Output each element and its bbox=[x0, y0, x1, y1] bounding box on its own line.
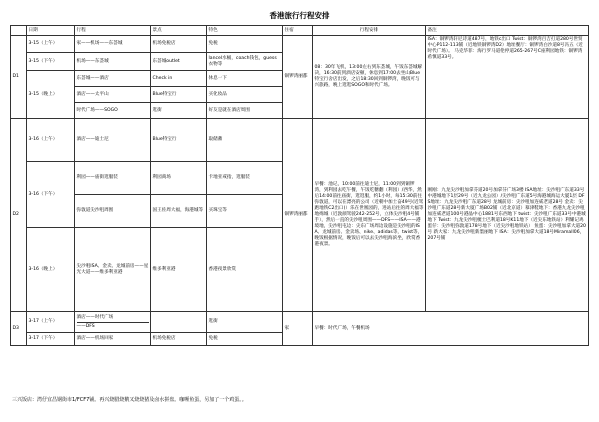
route-cell: 弥敦道尖沙咀周围 bbox=[75, 195, 151, 228]
date-cell: 3-16（晚上） bbox=[27, 228, 75, 312]
header-notes: 备注 bbox=[426, 26, 589, 36]
table-row bbox=[11, 36, 589, 53]
spot-cell: Blue特宝行 bbox=[151, 119, 207, 162]
page-title: 香港旅行行程安排 bbox=[269, 11, 330, 20]
notes-cell: ISA：铜锣湾轩尼诗道487号，地铁c出口 Twist：铜锣湾百吉打道280号世贸中心P112-113铺（近地铁铜锣湾D2）地址餐厅：铜锣湾白沙道8号冯五（近时代广场）。 马克华菲：海行罗马道伦停道265-267号C座利园地铁：铜锣湾希慎道33号。 bbox=[426, 36, 589, 119]
route-cell bbox=[75, 312, 151, 333]
hotel-cell: 铜锣湾丽都 bbox=[283, 36, 313, 119]
feature-cell: 免税 bbox=[207, 36, 283, 53]
feature-cell: 休息一下 bbox=[207, 71, 283, 87]
spot-cell bbox=[151, 312, 207, 333]
header-feature: 特色 bbox=[207, 26, 283, 36]
route-cell: 机场——东荟城 bbox=[75, 53, 151, 71]
route-cell: 酒店——迪士尼 bbox=[75, 119, 151, 162]
schedule-cell: 08：30年飞机，13:00左右到东荟城，午饭东荟城解决，16:30前到酒店安顿，休息到17:00去坐山Blue特宝行舍店出发，之后18:30回到铜锣湾，晚饭可与兴旅路，晚上逛逛SOGO和时代广场。 bbox=[313, 36, 426, 119]
spot-cell: 东荟城outlet bbox=[151, 53, 207, 71]
day-label: D3 bbox=[11, 312, 27, 346]
day-label: D1 bbox=[11, 36, 27, 119]
feature-cell: 免税 bbox=[207, 333, 283, 346]
date-cell: 3-15（上午） bbox=[27, 36, 75, 53]
route-cell: 时代广场——SOGO bbox=[75, 103, 151, 119]
table-header-row bbox=[11, 26, 589, 36]
route-line: 酒店——时代广场 bbox=[76, 314, 114, 320]
spot-cell: 维多利亚港 bbox=[151, 228, 207, 312]
feature-cell: lancel水桶，coach钱包，guess衣物等 bbox=[207, 53, 283, 71]
date-cell: 3-16（下午） bbox=[27, 162, 75, 228]
feature-cell: 逛街 bbox=[207, 312, 283, 333]
spot-cell: Blue特宝行 bbox=[151, 87, 207, 103]
hotel-cell: 铜锣湾丽都 bbox=[283, 119, 313, 312]
date-cell: 3-15（下午） bbox=[27, 53, 75, 71]
schedule-cell: 早餐：时代广场，午餐机场 bbox=[313, 312, 589, 346]
route-cell: 酒店——机场回家 bbox=[75, 333, 151, 346]
route-cell: 利园——庙街逛服装 bbox=[75, 162, 151, 195]
spot-cell: 机场免税店 bbox=[151, 333, 207, 346]
day-label: D2 bbox=[11, 119, 27, 312]
itinerary-table bbox=[10, 25, 589, 346]
header-schedule: 行程安排 bbox=[313, 26, 426, 36]
table-row bbox=[11, 119, 589, 162]
footnote: 三兴饭店：湾仔宜昌钢街市1/FCF7铺。再兴烧腊烧鹅又烧烧猪及卤水拼盘。咖喱鱼蛋，另加了一个鸡蛋。。 bbox=[12, 397, 247, 403]
route-cell: 酒店——太平山 bbox=[75, 87, 151, 103]
feature-cell: 买化妆品 bbox=[207, 87, 283, 103]
feature-cell: 取储蓄 bbox=[207, 119, 283, 162]
header-date: 日期 bbox=[27, 26, 75, 36]
route-cell: 家——机场——东荟城 bbox=[75, 36, 151, 53]
header-hotel: 住宿 bbox=[283, 26, 313, 36]
feature-cell: 好友是就在酒店周围 bbox=[207, 103, 283, 119]
spot-cell: 国王佐周大福，海港城等 bbox=[151, 195, 207, 228]
route-cell: 尖沙咀ISA、金卖、龙城前房——星光大道——维多利亚港 bbox=[75, 228, 151, 312]
notes-cell: 刚刚：九龙尖沙咀加拿芬道20号加拿芬广场3楼 ISA地址：尖沙咀广东道33号中港城地下1层29号（近九龙公园）/尖沙咀广东道5号海港城海运大厦1层 DFS地址：九龙尖沙咀广东道28号 龙城前房：尖沙咀加连威老道28号 金卖：尖沙咀广东道28号新大厦广场B02铺（近北京道）慕津鞋地下：香港九龙尖沙咀加连威老道100号港晶中心1881号东西地下 twist：尖沙咀广东道33号中港城地下 Twist：九龙尖沙咀梳士巴利道18号K11地下（近尖东地铁站）利耀记鸡蛋仔：尖沙咀弥敦道178号地下（近尖沙咀地铁站） 鱼蛋：尖沙咀加拿大道20号 新大家：九龙尖沙咀新墨丽地下 ISA：尖沙咀加拿大道18号Miramall06，207号铺 bbox=[426, 119, 589, 312]
header-route: 行程 bbox=[75, 26, 151, 36]
feature-cell: 卡地亚戒指，逛服装 bbox=[207, 162, 283, 195]
hotel-cell: 家 bbox=[283, 312, 313, 346]
header-spot: 景点 bbox=[151, 26, 207, 36]
spot-cell: 机场免税店 bbox=[151, 36, 207, 53]
spot-cell: 利园商场 bbox=[151, 162, 207, 195]
schedule-cell: 早餐：池记，10:00前往迪士尼，11:00到到铜锣湾，到利园去吃午餐，午饭吃糖翻（利园）/西华，然后14:00前往庙街，逛逛服，约1小时，每15:30前往弥敦道，可以在漂亮的公司（近朝中加士奋49号(近驾跑地铁C2出口)）乐在世凰园的，进站后往的周大福等地绵城（近敦颜驾驶242-252号，立体尖沙咀4号铺手），然后一直的尖沙咀周围——DFS——ISA——港境地，尖沙咀屯边：尖东广场周边设施是尖沙咀的ISA、龙城前房、金卖场、nike、adidas等，twist等，晚饭根据情况，晚饭后可以去尖沙咀海滨坐，欣赏香港夜景。 bbox=[313, 119, 426, 312]
route-line: ——DFS bbox=[77, 322, 149, 330]
date-cell: 3-17（下午） bbox=[27, 333, 75, 346]
date-cell: 3-17（上午） bbox=[27, 312, 75, 333]
spot-cell: Check in bbox=[151, 71, 207, 87]
feature-cell: 买珠宝等 bbox=[207, 195, 283, 228]
table-row bbox=[11, 312, 589, 333]
route-cell: 东荟城——酒店 bbox=[75, 71, 151, 87]
date-cell: 3-16（上午） bbox=[27, 119, 75, 162]
date-cell: 3-15（晚上） bbox=[27, 71, 75, 119]
feature-cell: 香港夜景欣赏 bbox=[207, 228, 283, 312]
spot-cell: 逛街 bbox=[151, 103, 207, 119]
header-day bbox=[11, 26, 27, 36]
